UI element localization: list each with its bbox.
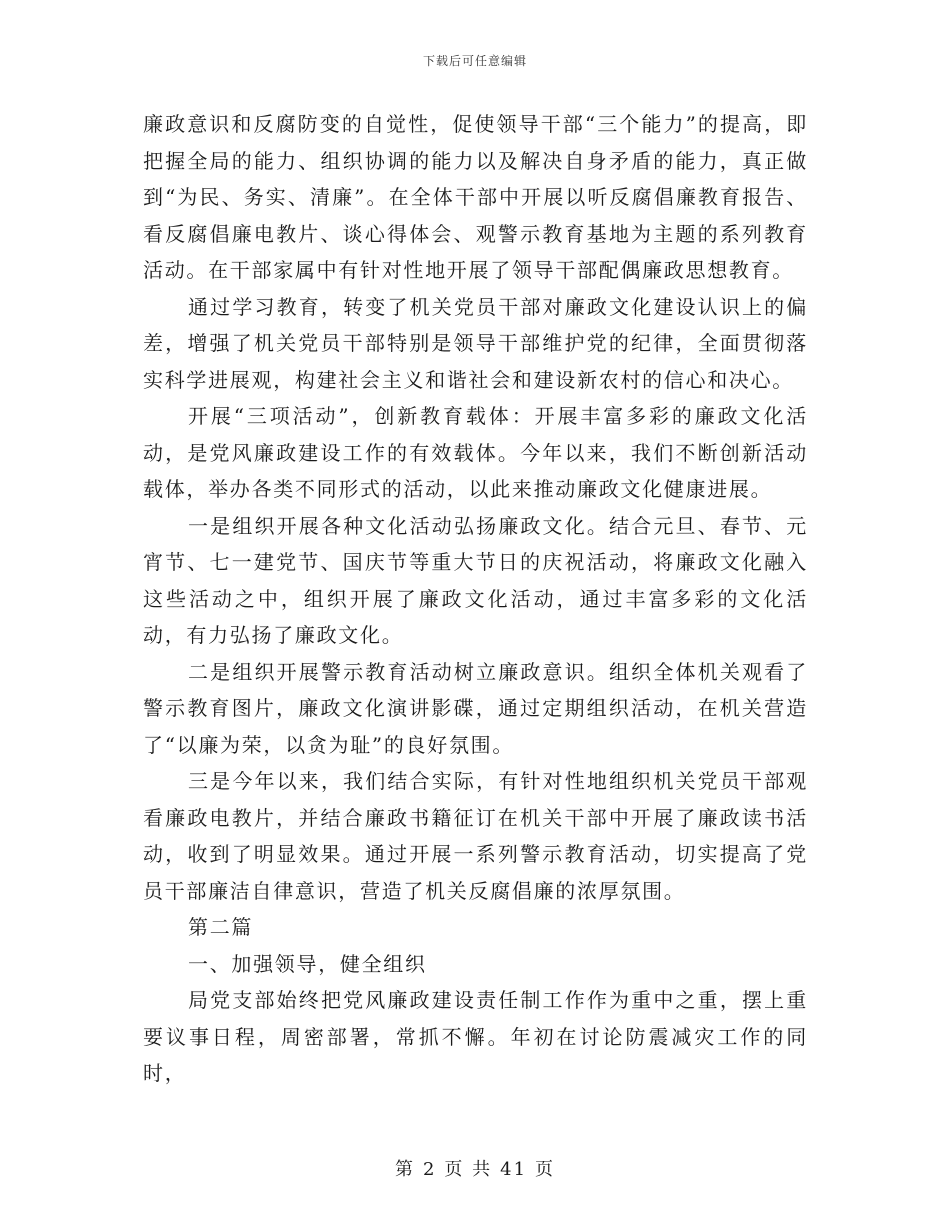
page-number: 2 — [422, 1159, 437, 1180]
page-footer — [0, 1155, 950, 1181]
footer-prefix: 第 — [394, 1159, 415, 1180]
document-body — [143, 106, 808, 1092]
footer-middle: 页 共 — [444, 1159, 493, 1180]
paragraph-2: 通过学习教育，转变了机关党员干部对廉政文化建设认识上的偏差，增强了机关党员干部特别是领导干部维护党的纪律，全面贯彻落实科学进展观，构建社会主义和谐社会和建设新农村的信心和决心。 — [143, 294, 808, 392]
paragraph-7: 局党支部始终把党风廉政建设责任制工作作为重中之重，摆上重要议事日程，周密部署，常抓不懈。年初在讨论防震减灾工作的同时， — [143, 988, 808, 1085]
footer-suffix: 页 — [535, 1159, 556, 1180]
paragraph-3: 开展“三项活动”，创新教育载体：开展丰富多彩的廉政文化活动，是党风廉政建设工作的有效载体。今年以来，我们不断创新活动载体，举办各类不同形式的活动，以此来推动廉政文化健康进展。 — [143, 404, 808, 501]
paragraph-4: 一是组织开展各种文化活动弘扬廉政文化。结合元旦、春节、元宵节、七一建党节、国庆节等重大节日的庆祝活动，将廉政文化融入这些活动之中，组织开展了廉政文化活动，通过丰富多彩的文化活动，有力弘扬了廉政文化。 — [143, 513, 808, 647]
paragraph-5: 二是组织开展警示教育活动树立廉政意识。组织全体机关观看了警示教育图片，廉政文化演讲影碟，通过定期组织活动，在机关营造了“以廉为荣，以贪为耻”的良好氛围。 — [143, 659, 808, 757]
paragraph-1: 廉政意识和反腐防变的自觉性，促使领导干部“三个能力”的提高，即把握全局的能力、组织协调的能力以及解决自身矛盾的能力，真正做到“为民、务实、清廉”。在全体干部中开展以听反腐倡廉教育报告、看反腐倡廉电教片、谈心得体会、观警示教育基地为主题的系列教育活动。在干部家属中有针对性地开展了领导干部配偶廉政思想教育。 — [143, 112, 808, 282]
section-title: 第二篇 — [188, 915, 254, 939]
page-header: 下载后可任意编辑 — [422, 54, 527, 68]
subsection-heading: 一、加强领导，健全组织 — [188, 951, 427, 976]
total-pages: 41 — [500, 1159, 528, 1180]
paragraph-6: 三是今年以来，我们结合实际，有针对性地组织机关党员干部观看廉政电教片，并结合廉政书籍征订在机关干部中开展了廉政读书活动，收到了明显效果。通过开展一系列警示教育活动，切实提高了党员干部廉洁自律意识，营造了机关反腐倡廉的浓厚氛围。 — [143, 769, 808, 903]
